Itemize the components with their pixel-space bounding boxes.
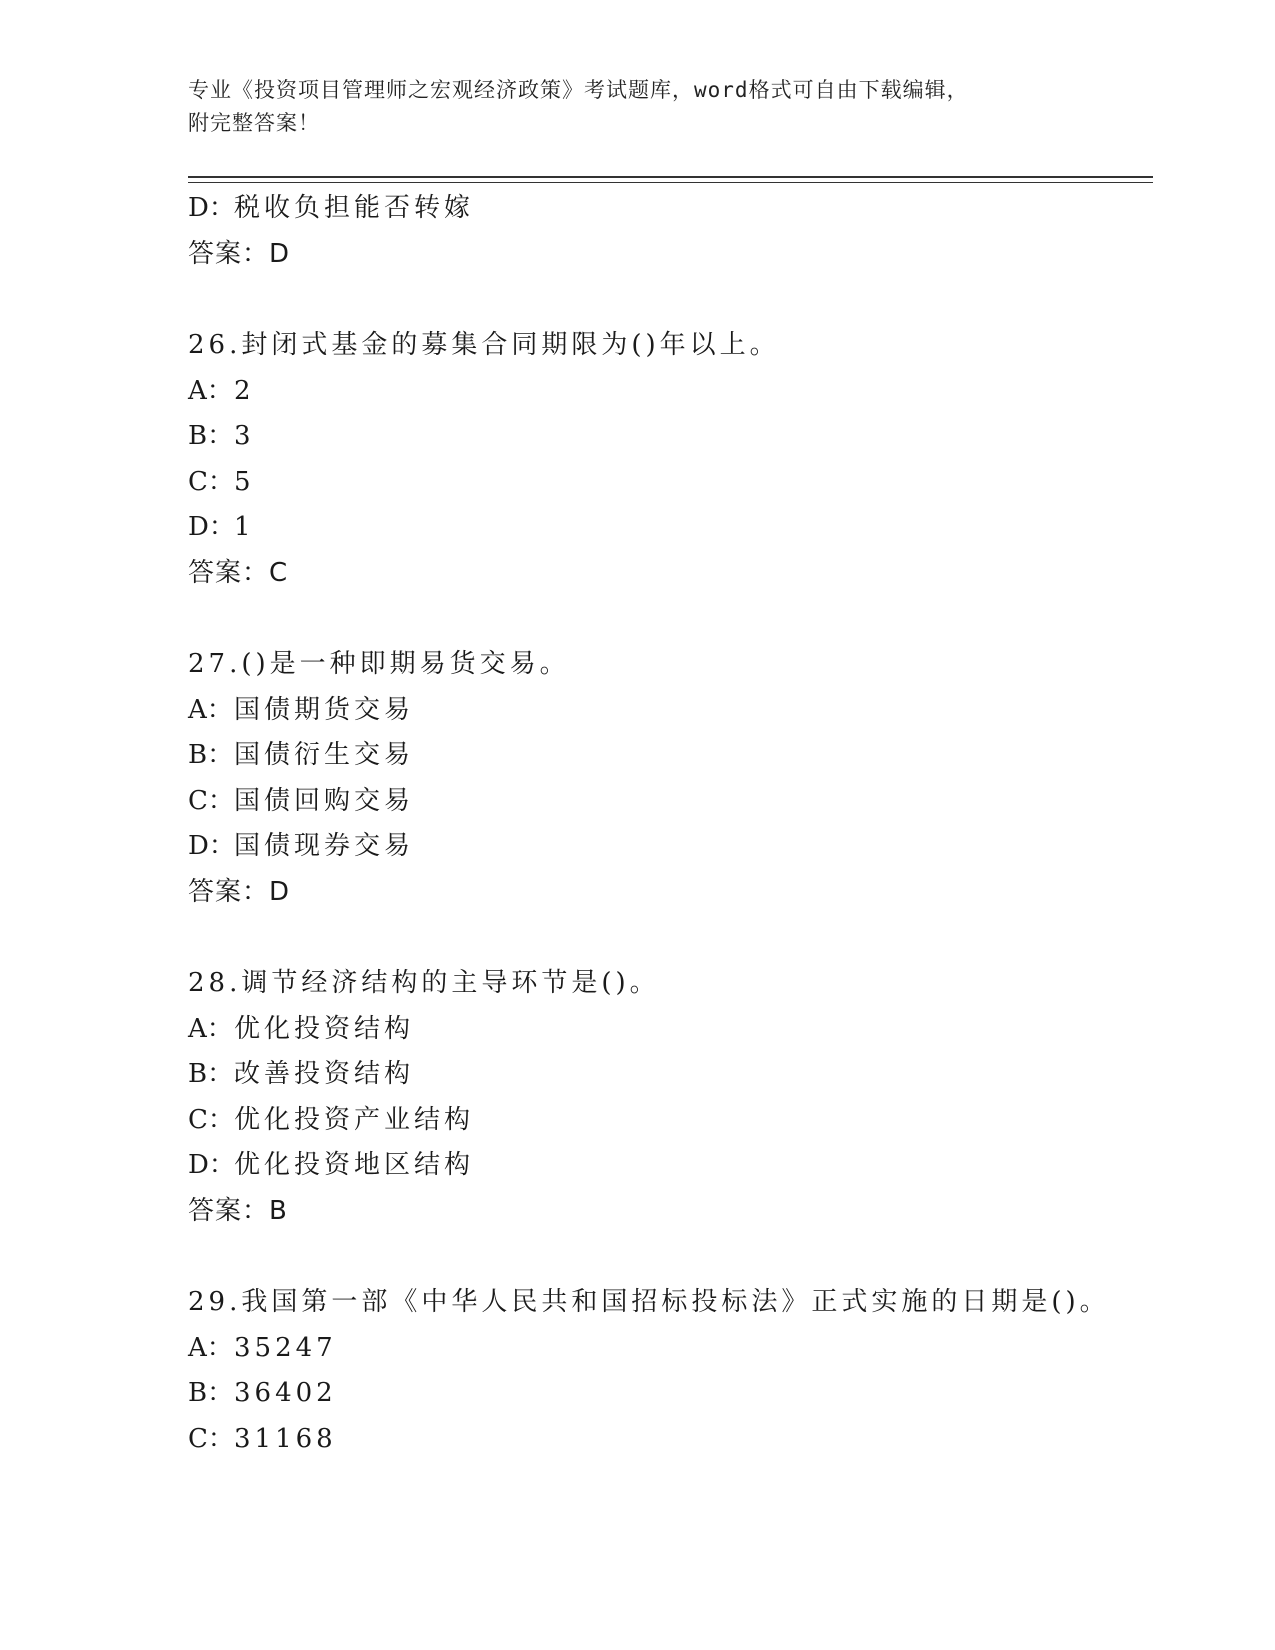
option-label: B： xyxy=(188,740,234,770)
option-text: 优化投资产业结构 xyxy=(234,1104,475,1135)
option-line xyxy=(188,733,1153,779)
option-text: 国债回购交易 xyxy=(234,785,415,816)
option-label: C： xyxy=(188,1104,234,1135)
option-label: C： xyxy=(188,785,234,816)
option-label: B： xyxy=(188,1059,234,1089)
option-line xyxy=(188,460,1153,506)
option-text: 5 xyxy=(234,466,255,497)
option-line xyxy=(188,1052,1153,1098)
option-text: 1 xyxy=(234,512,255,542)
option-line xyxy=(188,1417,1153,1463)
option-line xyxy=(188,505,1153,551)
option-text: 国债现券交易 xyxy=(234,831,415,861)
option-text: 35247 xyxy=(234,1332,337,1363)
option-text: 国债期货交易 xyxy=(234,694,415,725)
option-label: D： xyxy=(188,831,235,861)
option-label: D： xyxy=(188,193,235,223)
option-line xyxy=(188,1007,1153,1053)
header-line-2: 附完整答案！ xyxy=(188,111,320,135)
option-label: A： xyxy=(188,1332,233,1363)
option-label: C： xyxy=(188,466,234,497)
option-line xyxy=(188,1371,1153,1417)
option-label: B： xyxy=(188,421,234,451)
question-stem: 28.调节经济结构的主导环节是()。 xyxy=(188,968,660,998)
option-label: A： xyxy=(188,694,233,725)
question-stem: 26.封闭式基金的募集合同期限为()年以上。 xyxy=(188,330,780,360)
option-text: 36402 xyxy=(234,1378,337,1408)
option-text: 2 xyxy=(234,375,255,406)
option-line xyxy=(188,414,1153,460)
option-line xyxy=(188,824,1153,870)
header-divider xyxy=(188,176,1153,183)
option-line xyxy=(188,1098,1153,1144)
option-line xyxy=(188,1143,1153,1189)
question-spacer xyxy=(188,596,1153,642)
option-text: 优化投资地区结构 xyxy=(234,1150,475,1180)
answer-line: 答案：C xyxy=(188,557,289,588)
option-text: 改善投资结构 xyxy=(234,1059,415,1089)
answer-line: 答案：B xyxy=(188,1195,288,1226)
question-list xyxy=(188,186,1153,1462)
option-text: 3 xyxy=(234,421,255,451)
option-label: D： xyxy=(188,512,235,542)
option-text: 31168 xyxy=(234,1423,337,1454)
option-label: D： xyxy=(188,1150,235,1180)
option-line xyxy=(188,1326,1153,1372)
question-spacer xyxy=(188,915,1153,961)
option-line xyxy=(188,369,1153,415)
option-line xyxy=(188,688,1153,734)
answer-line: 答案：D xyxy=(188,876,291,907)
option-text: 国债衍生交易 xyxy=(234,740,415,770)
question-spacer xyxy=(188,277,1153,323)
document-header xyxy=(188,74,1068,140)
option-label: C： xyxy=(188,1423,234,1454)
question-stem: 27.()是一种即期易货交易。 xyxy=(188,649,570,679)
option-text: 优化投资结构 xyxy=(234,1013,415,1044)
answer-line: 答案：D xyxy=(188,238,291,269)
question-spacer xyxy=(188,1234,1153,1280)
option-label: B： xyxy=(188,1378,234,1408)
question-stem: 29.我国第一部《中华人民共和国招标投标法》正式实施的日期是()。 xyxy=(188,1287,1110,1317)
option-text: 税收负担能否转嫁 xyxy=(234,193,475,223)
option-label: A： xyxy=(188,1013,233,1044)
header-line-1: 专业《投资项目管理师之宏观经济政策》考试题库，word格式可自由下载编辑， xyxy=(188,78,969,102)
option-line xyxy=(188,186,1153,232)
option-label: A： xyxy=(188,375,233,406)
option-line xyxy=(188,779,1153,825)
